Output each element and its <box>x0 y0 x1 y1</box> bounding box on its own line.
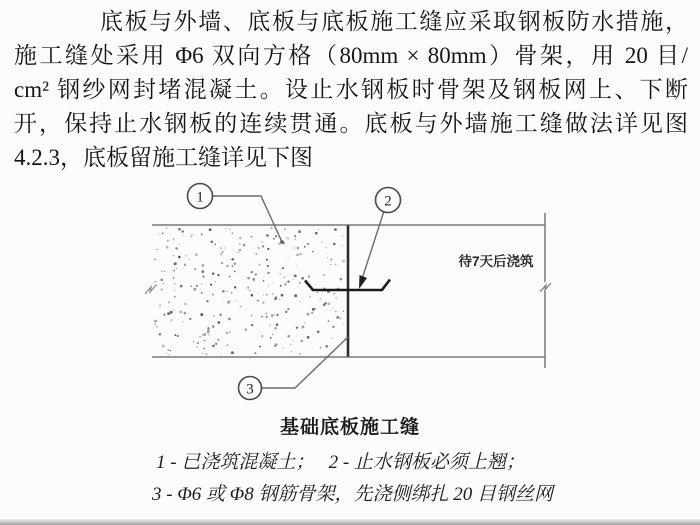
callout-1-number: 1 <box>196 189 204 206</box>
paragraph-line-2: 施工缝处采用 Φ6 双向方格（80mm × 80mm）骨架，用 20 目/ <box>14 43 688 68</box>
legend-line-2: 3 - Φ6 或 Φ8 钢筋骨架，先浇侧绑扎 20 目钢丝网 <box>152 484 554 505</box>
callout-3-number: 3 <box>246 381 254 398</box>
leader-line-2 <box>362 213 384 280</box>
paragraph-line-4: 开，保持止水钢板的连续贯通。底板与外墙施工缝做法详见图 <box>14 111 688 136</box>
page-bottom-edge <box>0 519 700 525</box>
concrete-stipple <box>154 227 345 355</box>
legend-line-1: 1 - 已浇筑混凝土； 2 - 止水钢板必须上翘； <box>156 452 525 473</box>
leader-1-endpoint <box>280 240 284 244</box>
leader-line-1 <box>213 196 282 242</box>
paragraph-line-3: cm² 钢纱网封堵混凝土。设止水钢板时骨架及钢板网上、下断 <box>14 77 688 102</box>
left-break-mark-icon <box>145 285 156 294</box>
callout-2-number: 2 <box>384 193 392 210</box>
body-paragraph <box>14 5 688 175</box>
paragraph-line-1: 底板与外墙、底板与底板施工缝应采取钢板防水措施， <box>100 9 688 34</box>
pour-later-note: 待7天后浇筑 <box>458 254 534 269</box>
construction-joint-diagram <box>0 178 700 408</box>
paragraph-line-5: 4.2.3，底板留施工缝详见下图 <box>14 145 313 170</box>
leader-2-arrowhead-icon <box>359 275 367 289</box>
figure-title: 基础底板施工缝 <box>279 417 420 438</box>
